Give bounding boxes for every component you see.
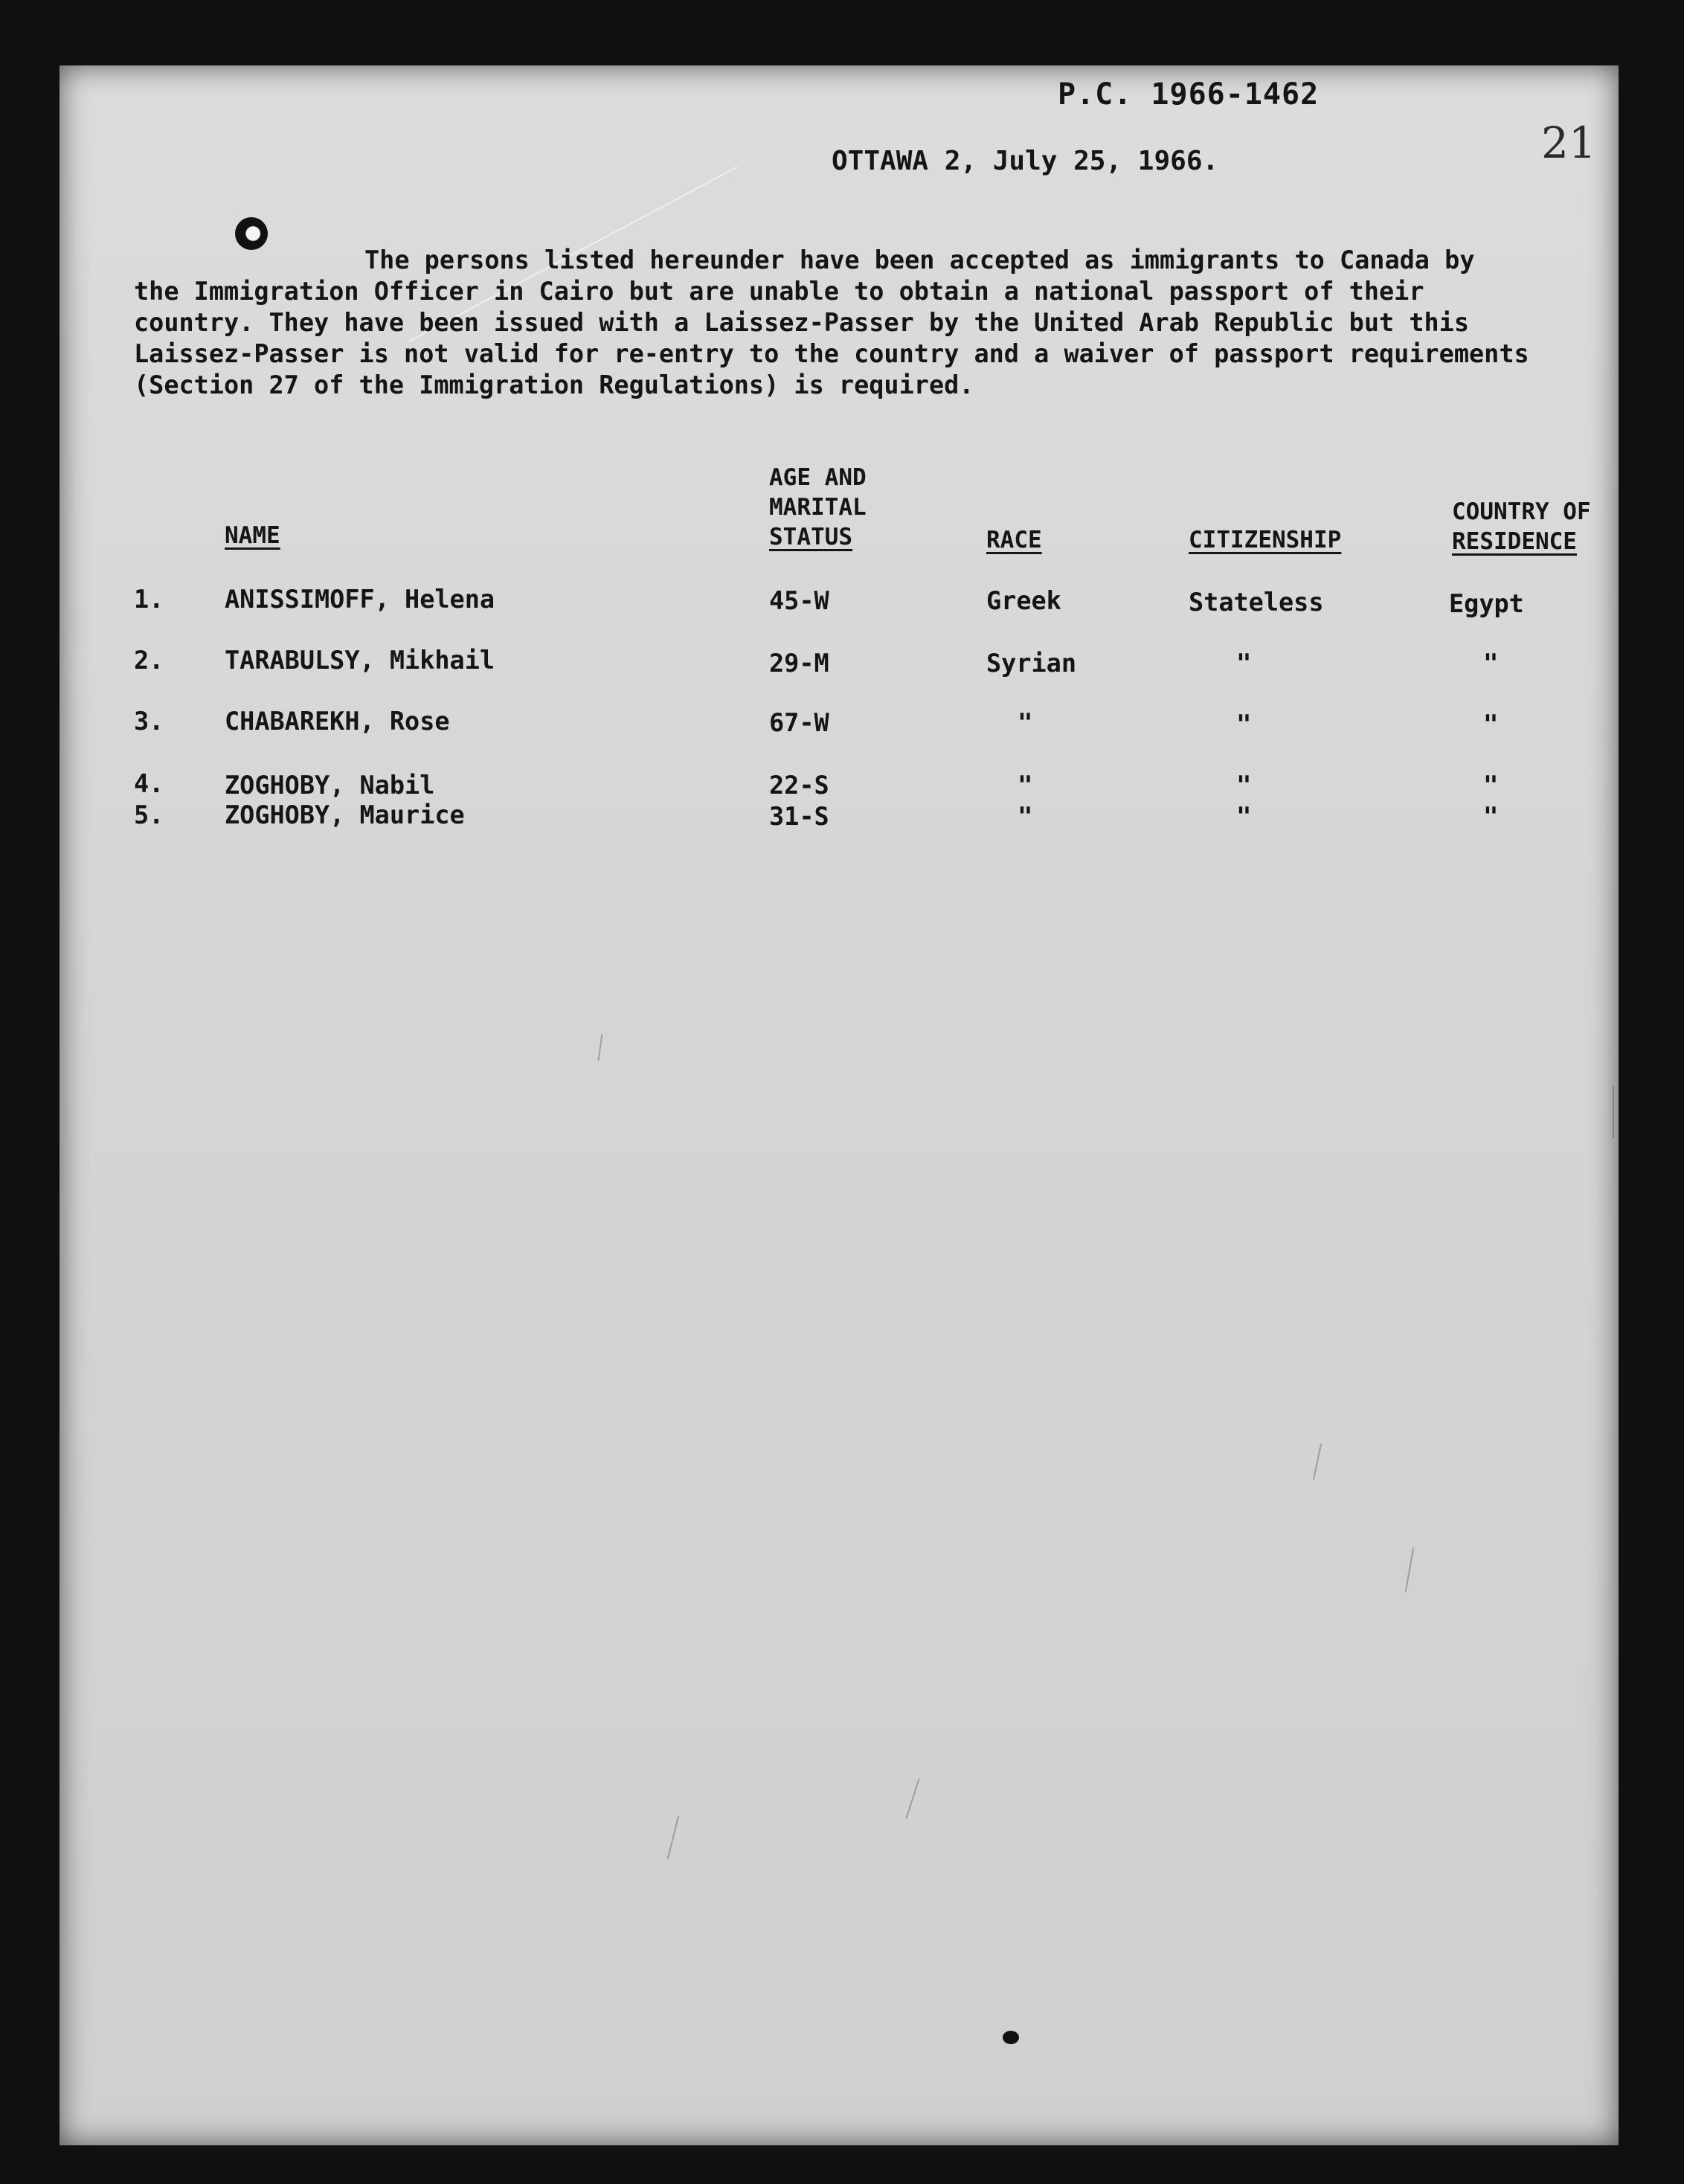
row-2-country: ": [1483, 649, 1499, 678]
row-4-country: ": [1483, 771, 1499, 800]
row-4-name: ZOGHOBY, Nabil: [225, 771, 435, 800]
row-5-number: 5.: [134, 800, 164, 829]
row-5-citizenship: ": [1236, 802, 1252, 832]
header-citizenship: CITIZENSHIP: [1189, 527, 1342, 553]
paragraph-line-3: country. They have been issued with a Laissez-Passer by the United Arab Republic but this: [134, 308, 1470, 337]
header-name: NAME: [225, 522, 280, 549]
ink-blot: [1003, 2031, 1019, 2044]
row-4-race: ": [1018, 771, 1033, 800]
dateline: OTTAWA 2, July 25, 1966.: [832, 146, 1219, 176]
row-3-number: 3.: [134, 707, 164, 736]
row-1-age: 45-W: [769, 586, 829, 615]
row-2-name: TARABULSY, Mikhail: [225, 646, 495, 675]
header-age-line-1: AGE AND: [769, 464, 867, 491]
paragraph-line-4: Laissez-Passer is not valid for re-entry to the country and a waiver of passport requirements: [134, 339, 1529, 368]
row-5-name: ZOGHOBY, Maurice: [225, 800, 465, 829]
punch-hole-icon: [235, 217, 268, 250]
row-1-country: Egypt: [1449, 589, 1524, 618]
row-4-number: 4.: [134, 769, 164, 798]
header-country-line-2: RESIDENCE: [1452, 528, 1577, 555]
row-1-number: 1.: [134, 585, 164, 614]
row-5-country: ": [1483, 802, 1499, 832]
row-3-country: ": [1483, 710, 1499, 739]
row-3-race: ": [1018, 708, 1033, 738]
row-5-race: ": [1018, 802, 1033, 832]
row-5-age: 31-S: [769, 802, 829, 831]
paragraph-line-5: (Section 27 of the Immigration Regulations) is required.: [134, 370, 974, 399]
row-3-citizenship: ": [1236, 710, 1252, 739]
header-age-line-2: MARITAL: [769, 494, 867, 521]
row-1-name: ANISSIMOFF, Helena: [225, 585, 495, 614]
header-race: RACE: [986, 527, 1042, 553]
paragraph-line-2: the Immigration Officer in Cairo but are unable to obtain a national passport of their: [134, 277, 1424, 306]
header-age-line-3: STATUS: [769, 524, 852, 550]
row-1-race: Greek: [986, 586, 1061, 615]
page-number: 21: [1541, 118, 1596, 168]
row-4-citizenship: ": [1236, 771, 1252, 800]
row-3-age: 67-W: [769, 708, 829, 737]
paragraph-line-1: The persons listed hereunder have been accepted as immigrants to Canada by: [364, 245, 1475, 274]
scratch-mark: [1613, 1086, 1614, 1138]
order-number: P.C. 1966-1462: [1058, 77, 1320, 112]
row-2-citizenship: ": [1236, 649, 1252, 678]
row-4-age: 22-S: [769, 771, 829, 800]
row-1-citizenship: Stateless: [1189, 588, 1324, 617]
row-3-name: CHABAREKH, Rose: [225, 707, 450, 736]
row-2-race: Syrian: [986, 649, 1077, 678]
header-country-line-1: COUNTRY OF: [1452, 498, 1591, 525]
row-2-number: 2.: [134, 646, 164, 675]
row-2-age: 29-M: [769, 649, 829, 678]
